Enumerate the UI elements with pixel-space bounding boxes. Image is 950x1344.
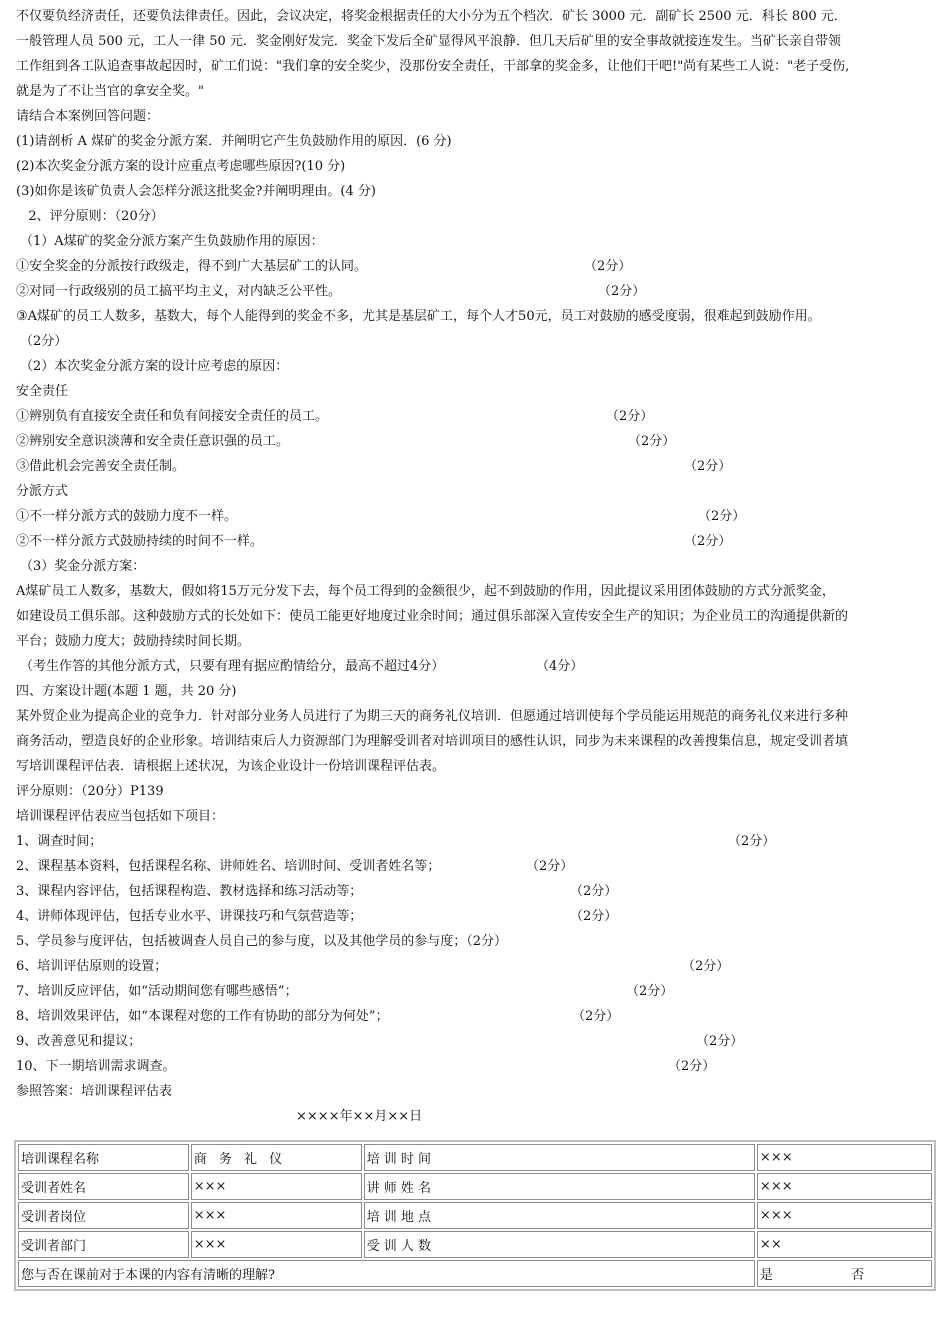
- table-cell-label: 受训者姓名: [18, 1173, 189, 1200]
- table-cell-value: ×××: [191, 1231, 362, 1258]
- score-label: （2分）: [526, 859, 574, 874]
- answer-note: [16, 654, 938, 679]
- list-item: [16, 1054, 938, 1079]
- answer-text: ①不一样分派方式的鼓励力度不一样。: [16, 509, 238, 524]
- form-date: ××××年××月××日: [296, 1109, 423, 1124]
- score-label: （2分）: [598, 284, 646, 299]
- answer-item: [16, 429, 938, 454]
- case-text-line: 就是为了不让当官的拿安全奖。": [16, 84, 204, 99]
- answer-text-line: A煤矿员工人数多，基数大，假如将15万元分发下去，每个员工得到的金额很少，起不到鼓励的作用，因此提议采用团体鼓励的方式分派奖金，: [16, 584, 835, 599]
- question-cell: 您与否在课前对于本课的内容有清晰的理解?: [18, 1260, 755, 1287]
- list-item: [16, 1004, 938, 1029]
- table-row: [18, 1202, 932, 1229]
- score-label: （2分）: [584, 259, 632, 274]
- score-label: （2分）: [20, 334, 68, 349]
- table-row: [18, 1144, 932, 1171]
- score-label: （2分）: [606, 409, 654, 424]
- list-item: [16, 954, 938, 979]
- question-item: (2)本次奖金分派方案的设计应重点考虑哪些原因?(10 分): [16, 159, 346, 174]
- answer-text: ②对同一行政级别的员工搞平均主义，对内缺乏公平性。: [16, 284, 342, 299]
- answer-item: ③A煤矿的员工人数多，基数大，每个人能得到的奖金不多，尤其是基层矿工，每个人才50元，员工对鼓励的感受度弱，很难起到鼓励作用。: [16, 309, 821, 324]
- score-label: （2分）: [682, 959, 730, 974]
- score-label: （2分）: [668, 1059, 716, 1074]
- table-cell-label: 受 训 人 数: [364, 1231, 755, 1258]
- list-item-text: 4、讲师体现评估，包括专业水平、讲课技巧和气氛营造等；: [16, 909, 363, 924]
- scoring-heading: 评分原则：（20分）P139: [16, 784, 164, 799]
- score-label: （2分）: [628, 434, 676, 449]
- score-label: （2分）: [728, 834, 776, 849]
- answer-item: [16, 504, 938, 529]
- score-label: （2分）: [570, 909, 618, 924]
- table-cell-label: 培 训 时 间: [364, 1144, 755, 1171]
- score-label: （2分）: [570, 884, 618, 899]
- list-item-text: 9、改善意见和提议；: [16, 1034, 142, 1049]
- answer-text: ③借此机会完善安全责任制。: [16, 459, 186, 474]
- document-page: [16, 4, 938, 1129]
- table-cell-label: 受训者部门: [18, 1231, 189, 1258]
- list-item-text: 1、调查时间；: [16, 834, 103, 849]
- answer-text: ②不一样分派方式鼓励持续的时间不一样。: [16, 534, 264, 549]
- answer-heading: （3）奖金分派方案：: [20, 559, 146, 574]
- table-cell-label: 培训课程名称: [18, 1144, 189, 1171]
- list-item-text: 6、培训评估原则的设置；: [16, 959, 168, 974]
- section-heading: 2、评分原则：（20分）: [16, 209, 164, 224]
- reference-heading: 参照答案：培训课程评估表: [16, 1084, 173, 1099]
- yes-option: 是: [759, 1268, 773, 1283]
- score-label: （2分）: [626, 984, 674, 999]
- question-intro: 请结合本案例回答问题：: [16, 109, 160, 124]
- answer-text: ①安全奖金的分派按行政级走，得不到广大基层矿工的认同。: [16, 259, 368, 274]
- answer-item: [16, 254, 938, 279]
- no-option: 否: [851, 1268, 865, 1283]
- score-label: （2分）: [696, 1034, 744, 1049]
- case-text-line: 不仅要负经济责任，还要负法律责任。因此，会议决定，将奖金根据责任的大小分为五个档次．矿长 3000 元．副矿长 2500 元．科长 800 元．: [16, 9, 847, 24]
- table-cell-label: 培 训 地 点: [364, 1202, 755, 1229]
- case-text-line: 某外贸企业为提高企业的竞争力．针对部分业务人员进行了为期三天的商务礼仪培训．但愿通过培训使每个学员能运用规范的商务礼仪来进行多种: [16, 709, 849, 724]
- subheading: 分派方式: [16, 484, 69, 499]
- table-row-question: [18, 1260, 932, 1287]
- table-cell-label: 受训者岗位: [18, 1202, 189, 1229]
- table-cell-value: 商 务 礼 仪: [191, 1144, 362, 1171]
- question-item: (3)如你是该矿负责人会怎样分派这批奖金?并阐明理由。(4 分): [16, 184, 376, 199]
- case-text-line: 工作组到各工队追查事故起因时，矿工们说："我们拿的安全奖少，没那份安全责任，干部拿的奖金多，让他们干吧!"尚有某些工人说："老子受伤,: [16, 59, 850, 74]
- section-heading: 四、方案设计题(本题 1 题，共 20 分): [16, 684, 237, 699]
- answer-item: [16, 454, 938, 479]
- subheading: 安全责任: [16, 384, 69, 399]
- list-item-text: 3、课程内容评估，包括课程构造、教材选择和练习活动等；: [16, 884, 363, 899]
- question-item: (1)请剖析 A 煤矿的奖金分派方案．并阐明它产生负鼓励作用的原因．(6 分): [16, 134, 452, 149]
- list-intro: 培训课程评估表应当包括如下项目：: [16, 809, 225, 824]
- score-label: （2分）: [572, 1009, 620, 1024]
- answer-text-line: 如建设员工俱乐部。这种鼓励方式的长处如下：使员工能更好地度过业余时间；通过俱乐部深入宣传安全生产的知识；为企业员工的沟通提供新的: [16, 609, 849, 624]
- list-item: [16, 979, 938, 1004]
- table-cell-value: ×××: [191, 1202, 362, 1229]
- list-item: [16, 1029, 938, 1054]
- answer-options-cell: [757, 1260, 932, 1287]
- list-item: [16, 879, 938, 904]
- case-text-line: 写培训课程评估表．请根据上述状况，为该企业设计一份培训课程评估表。: [16, 759, 446, 774]
- list-item: 5、学员参与度评估，包括被调查人员自己的参与度，以及其他学员的参与度；（2分）: [16, 934, 508, 949]
- table-cell-value: ×××: [757, 1202, 932, 1229]
- table-row: [18, 1231, 932, 1258]
- answer-text: ②辨别安全意识淡薄和安全责任意识强的员工。: [16, 434, 290, 449]
- table-cell-label: 讲 师 姓 名: [364, 1173, 755, 1200]
- list-item-text: 10、下一期培训需求调查。: [16, 1059, 176, 1074]
- case-text-line: 商务活动，塑造良好的企业形象。培训结束后人力资源部门为理解受训者对培训项目的感性认识，同步为未来课程的改善搜集信息，规定受训者填: [16, 734, 849, 749]
- table-cell-value: ×××: [757, 1144, 932, 1171]
- list-item: [16, 854, 938, 879]
- list-item: [16, 829, 938, 854]
- answer-item: [16, 404, 938, 429]
- list-item: [16, 904, 938, 929]
- answer-text-line: 平台；鼓励力度大；鼓励持续时间长期。: [16, 634, 251, 649]
- answer-item: [16, 279, 938, 304]
- answer-text: （考生作答的其他分派方式，只要有理有据应酌情给分，最高不超过4分）: [20, 659, 445, 674]
- list-item-text: 2、课程基本资料，包括课程名称、讲师姓名、培训时间、受训者姓名等；: [16, 859, 441, 874]
- score-label: （4分）: [536, 659, 584, 674]
- list-item-text: 7、培训反应评估，如“活动期间您有哪些感悟”；: [16, 984, 298, 999]
- score-label: （2分）: [684, 534, 732, 549]
- table-row: [18, 1173, 932, 1200]
- answer-text: ①辨别负有直接安全责任和负有间接安全责任的员工。: [16, 409, 329, 424]
- answer-item: [16, 529, 938, 554]
- list-item-text: 8、培训效果评估，如“本课程对您的工作有协助的部分为何处”；: [16, 1009, 389, 1024]
- table-cell-value: ×××: [191, 1173, 362, 1200]
- case-text-line: 一般管理人员 500 元，工人一律 50 元．奖金刚好发完．奖金下发后全矿显得风平浪静．但几天后矿里的安全事故就接连发生。当矿长亲自带领: [16, 34, 841, 49]
- answer-heading: （2）本次奖金分派方案的设计应考虑的原因：: [20, 359, 289, 374]
- table-cell-value: ×××: [757, 1173, 932, 1200]
- evaluation-form-table: [14, 1140, 936, 1291]
- table-cell-value: ××: [757, 1231, 932, 1258]
- answer-heading: （1）A煤矿的奖金分派方案产生负鼓励作用的原因：: [20, 234, 324, 249]
- score-label: （2分）: [684, 459, 732, 474]
- score-label: （2分）: [698, 509, 746, 524]
